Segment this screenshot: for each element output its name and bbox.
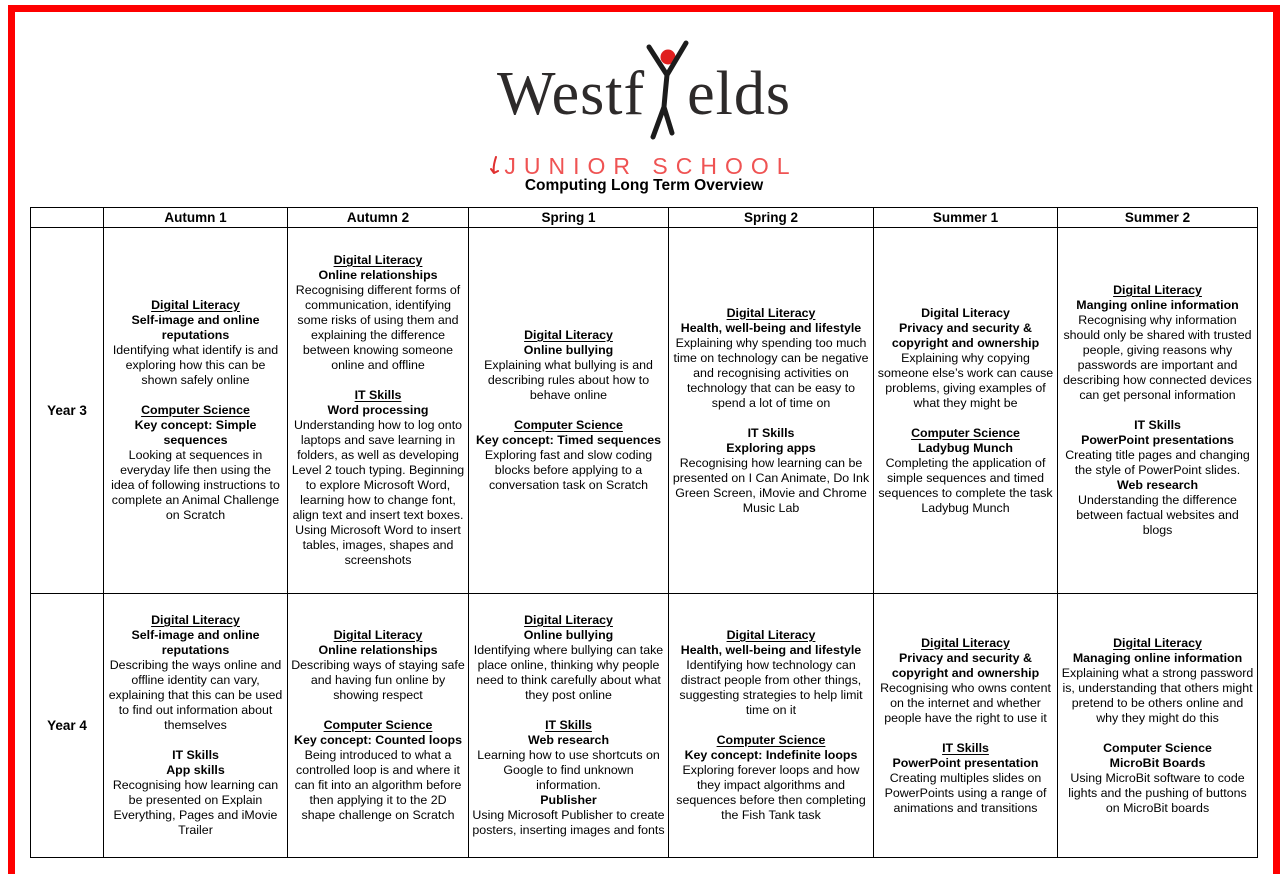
cell-text: Understanding how to log onto laptops and save learning in folders, as well as developing Level 2 touch typing. Beginning to explore Microsoft Word, learning how to change font, align text and insert text boxes. Using Microsoft Word to insert tables, images, shapes and screenshots [291,418,465,567]
cell-heading: Computer Science [1103,740,1212,755]
cell-heading: Web research [1116,478,1199,492]
cell-heading: Computer Science [323,718,433,732]
term-header-spring1: Spring 1 [469,208,669,228]
cell-text: Identifying where bullying can take place online, thinking why people need to think carefully about what they post online [473,643,664,702]
cell-text: Recognising who owns content on the internet and whether people have the right to use it [880,680,1051,725]
cell-heading: Computer Science [514,418,623,432]
cell-text: Recognising why information should only be shared with trusted people, giving reasons why passwords are important and describing how connected devices can get personal information [1063,313,1252,402]
cell-year4-autumn1 [104,594,288,858]
cell-text: Exploring fast and slow coding blocks before applying to a conversation task on Scratch [484,448,653,492]
cell-year3-spring1 [469,228,669,594]
cell-heading: IT Skills [942,740,989,755]
cell-heading: Digital Literacy [524,328,613,342]
cell-heading: PowerPoint presentation [892,755,1039,770]
cell-heading: Privacy and security & copyright and ownership [891,650,1040,680]
cell-text: Identifying how technology can distract people from other things, suggesting strategies to help limit time on it [679,658,863,717]
cell-text: Being introduced to what a controlled loop is and where it can fit into an algorithm before then applying it to the 2D shape challenge on Scratch [294,748,462,822]
cell-heading: PowerPoint presentations [1081,433,1234,447]
cell-heading: Digital Literacy [726,628,816,642]
cell-heading: Digital Literacy [151,298,240,312]
cell-heading: Self-image and online reputations [131,628,260,657]
cell-heading: Digital Literacy [921,305,1010,320]
cell-heading: IT Skills [545,718,592,732]
cell-heading: Key concept: Simple sequences [134,418,257,447]
year-label-year4: Year 4 [31,594,104,858]
cell-year3-spring2 [669,228,874,594]
cell-year4-summer1 [874,594,1058,858]
cell-year3-autumn1 [104,228,288,594]
cell-text: Creating title pages and changing the style of PowerPoint slides. [1065,448,1250,477]
table-row-year3 [31,228,1258,594]
cell-text: Looking at sequences in everyday life then using the idea of following instructions to complete an Animal Challenge on Scratch [111,448,280,522]
term-header-summer2: Summer 2 [1058,208,1258,228]
curriculum-table [30,207,1258,858]
cell-heading: Online bullying [523,343,614,357]
logo-text-end: elds [687,60,791,128]
jumping-person-icon [644,40,690,146]
corner-cell [31,208,104,228]
cell-heading: Digital Literacy [921,635,1010,650]
cell-heading: IT Skills [354,388,402,402]
cell-heading: Privacy and security & copyright and ownership [891,320,1040,350]
term-header-autumn1: Autumn 1 [104,208,288,228]
logo-subtitle-text: JUNIOR SCHOOL [504,153,798,179]
page-title: Computing Long Term Overview [524,177,764,194]
term-header-summer1: Summer 1 [874,208,1058,228]
school-logo [0,40,1288,178]
cell-text: Learning how to use shortcuts on Google to find unknown information. [477,748,660,792]
cell-text: Recognising how learning can be presented on Explain Everything, Pages and iMovie Trailer [112,778,279,837]
cell-text: Using Microsoft Publisher to create posters, inserting images and fonts [472,808,665,837]
cell-text: Describing ways of staying safe and having fun online by showing respect [291,658,465,702]
cell-heading: Digital Literacy [333,628,423,642]
year-label-year3: Year 3 [31,228,104,594]
cell-heading: Key concept: Counted loops [294,733,462,747]
cell-year4-autumn2 [288,594,469,858]
cell-heading: IT Skills [172,748,219,762]
cell-text: Identifying what identify is and exploring how this can be shown safely online [112,343,279,387]
cell-heading: Digital Literacy [524,613,613,627]
cell-heading: Managing online information [1072,650,1243,665]
cell-heading: MicroBit Boards [1109,755,1206,770]
cell-heading: App skills [166,763,225,777]
cell-heading: Manging online information [1076,298,1239,312]
logo-wordmark [0,40,1288,146]
cell-text: Recognising how learning can be presented on I Can Animate, Do Ink Green Screen, iMovie and Chrome Music Lab [672,455,870,515]
cell-text: Describing the ways online and offline identity can vary, explaining that this can be used to find out information about themselves [108,658,283,732]
cell-text: Creating multiples slides on PowerPoints using a range of animations and transitions [884,770,1047,815]
cell-heading: Key concept: Indefinite loops [684,748,858,762]
term-header-spring2: Spring 2 [669,208,874,228]
cell-heading: Computer Science [141,403,250,417]
cell-text: Recognising different forms of communication, identifying some risks of using them and explaining the difference between knowing someone online and offline [295,283,461,372]
cell-heading: Key concept: Timed sequences [475,433,661,447]
cell-heading: Digital Literacy [151,613,240,627]
cell-heading: Digital Literacy [1113,283,1202,297]
cell-heading: Health, well-being and lifestyle [680,643,862,657]
cell-text: Explaining what a strong password is, understanding that others might pretend to be others online and why they might do this [1061,665,1254,725]
logo-swoosh-icon [490,156,502,176]
cell-text: Understanding the difference between factual websites and blogs [1076,493,1239,537]
cell-year3-autumn2 [288,228,469,594]
cell-text: Completing the application of simple sequences and timed sequences to complete the task Ladybug Munch [878,455,1053,515]
cell-heading: Word processing [327,403,429,417]
cell-year3-summer1 [874,228,1058,594]
cell-heading: Online bullying [523,628,614,642]
cell-heading: Publisher [540,793,597,807]
cell-text: Using MicroBit software to code lights and the pushing of buttons on MicroBit boards [1068,770,1247,815]
cell-heading: IT Skills [1134,418,1181,432]
cell-heading: Online relationships [318,268,438,282]
cell-heading: Online relationships [318,643,438,657]
cell-heading: Digital Literacy [1113,635,1202,650]
cell-year4-spring2 [669,594,874,858]
logo-subtitle [0,154,1288,178]
cell-heading: Web research [527,733,610,747]
logo-text-start: Westf [497,60,646,128]
cell-heading: Computer Science [716,733,826,747]
cell-text: Explaining why spending too much time on technology can be negative and recognising activities on technology that can be easy to spend a lot of time on [673,335,869,410]
cell-heading: IT Skills [747,425,795,440]
cell-heading: Computer Science [911,425,1020,440]
cell-text: Explaining why copying someone else’s work can cause problems, giving examples of what they might be [877,350,1054,410]
cell-text: Exploring forever loops and how they impact algorithms and sequences before then completing the Fish Tank task [676,763,866,822]
cell-heading: Ladybug Munch [918,440,1013,455]
term-header-row [31,208,1258,228]
cell-heading: Exploring apps [726,440,816,455]
cell-heading: Health, well-being and lifestyle [680,320,862,335]
cell-heading: Self-image and online reputations [131,313,260,342]
cell-year4-spring1 [469,594,669,858]
cell-heading: Digital Literacy [726,305,816,320]
term-header-autumn2: Autumn 2 [288,208,469,228]
cell-year3-summer2 [1058,228,1258,594]
cell-year4-summer2 [1058,594,1258,858]
cell-text: Explaining what bullying is and describing rules about how to behave online [484,358,653,402]
cell-heading: Digital Literacy [333,253,423,267]
table-row-year4 [31,594,1258,858]
